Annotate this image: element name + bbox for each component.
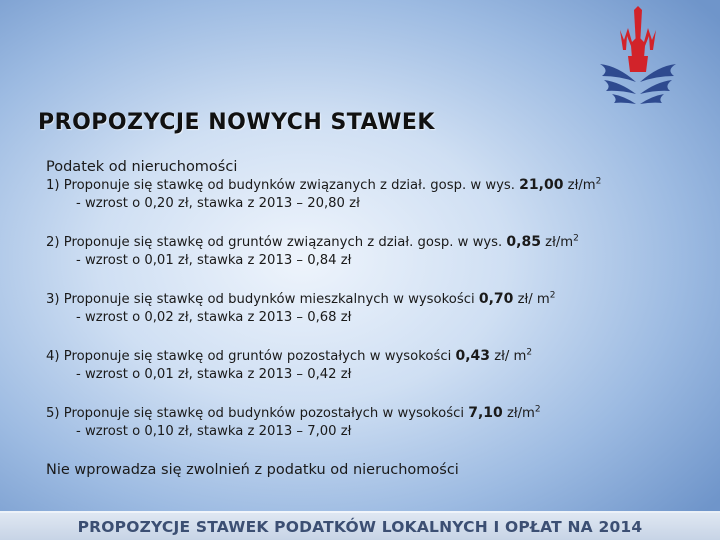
rate-item-4 xyxy=(46,347,686,366)
unit-exponent: 2 xyxy=(595,176,602,187)
closing-note: Nie wprowadza się zwolnień z podatku od nieruchomości xyxy=(46,462,459,478)
rate-item-2-change: - wzrost o 0,01 zł, stawka z 2013 – 0,84 zł xyxy=(76,253,352,268)
unit: zł/m xyxy=(563,178,596,193)
rate-value: 7,10 xyxy=(468,405,503,421)
unit: zł/m xyxy=(502,406,535,421)
rate-item-5 xyxy=(46,404,686,423)
unit-exponent: 2 xyxy=(549,290,556,301)
castle-wave-logo-icon xyxy=(598,6,678,106)
section-heading: Podatek od nieruchomości xyxy=(46,159,238,175)
rate-item-4-change: - wzrost o 0,01 zł, stawka z 2013 – 0,42 zł xyxy=(76,367,352,382)
rate-item-3 xyxy=(46,290,686,309)
rate-item-1 xyxy=(46,176,686,195)
rate-item-5-change: - wzrost o 0,10 zł, stawka z 2013 – 7,00 zł xyxy=(76,424,352,439)
rate-item-3-change: - wzrost o 0,02 zł, stawka z 2013 – 0,68 zł xyxy=(76,310,352,325)
item-text: 2) Proponuje się stawkę od gruntów związanych z dział. gosp. w wys. xyxy=(46,235,507,250)
tax-content xyxy=(46,158,686,479)
unit-exponent: 2 xyxy=(534,404,541,415)
rate-value: 0,85 xyxy=(506,234,541,250)
item-text: 5) Proponuje się stawkę od budynków pozostałych w wysokości xyxy=(46,406,469,421)
item-text: 4) Proponuje się stawkę od gruntów pozostałych w wysokości xyxy=(46,349,456,364)
rate-value: 0,43 xyxy=(455,348,490,364)
footer-text: PROPOZYCJE STAWEK PODATKÓW LOKALNYCH I OPŁAT NA 2014 xyxy=(77,517,643,536)
rate-item-1-change: - wzrost o 0,20 zł, stawka z 2013 – 20,80 zł xyxy=(76,196,360,211)
rate-value: 21,00 xyxy=(519,177,564,193)
footer-banner xyxy=(0,513,720,540)
rate-value: 0,70 xyxy=(478,291,514,307)
unit-exponent: 2 xyxy=(526,347,533,358)
page-title: PROPOZYCJE NOWYCH STAWEK xyxy=(38,110,435,135)
unit: zł/ m xyxy=(490,349,527,364)
item-text: 1) Proponuje się stawkę od budynków związanych z dział. gosp. w wys. xyxy=(46,178,520,193)
unit: zł/ m xyxy=(513,292,550,307)
unit-exponent: 2 xyxy=(573,233,579,244)
unit: zł/m xyxy=(540,235,574,250)
item-text: 3) Proponuje się stawkę od budynków mieszkalnych w wysokości xyxy=(46,292,479,307)
rate-item-2 xyxy=(46,233,686,252)
